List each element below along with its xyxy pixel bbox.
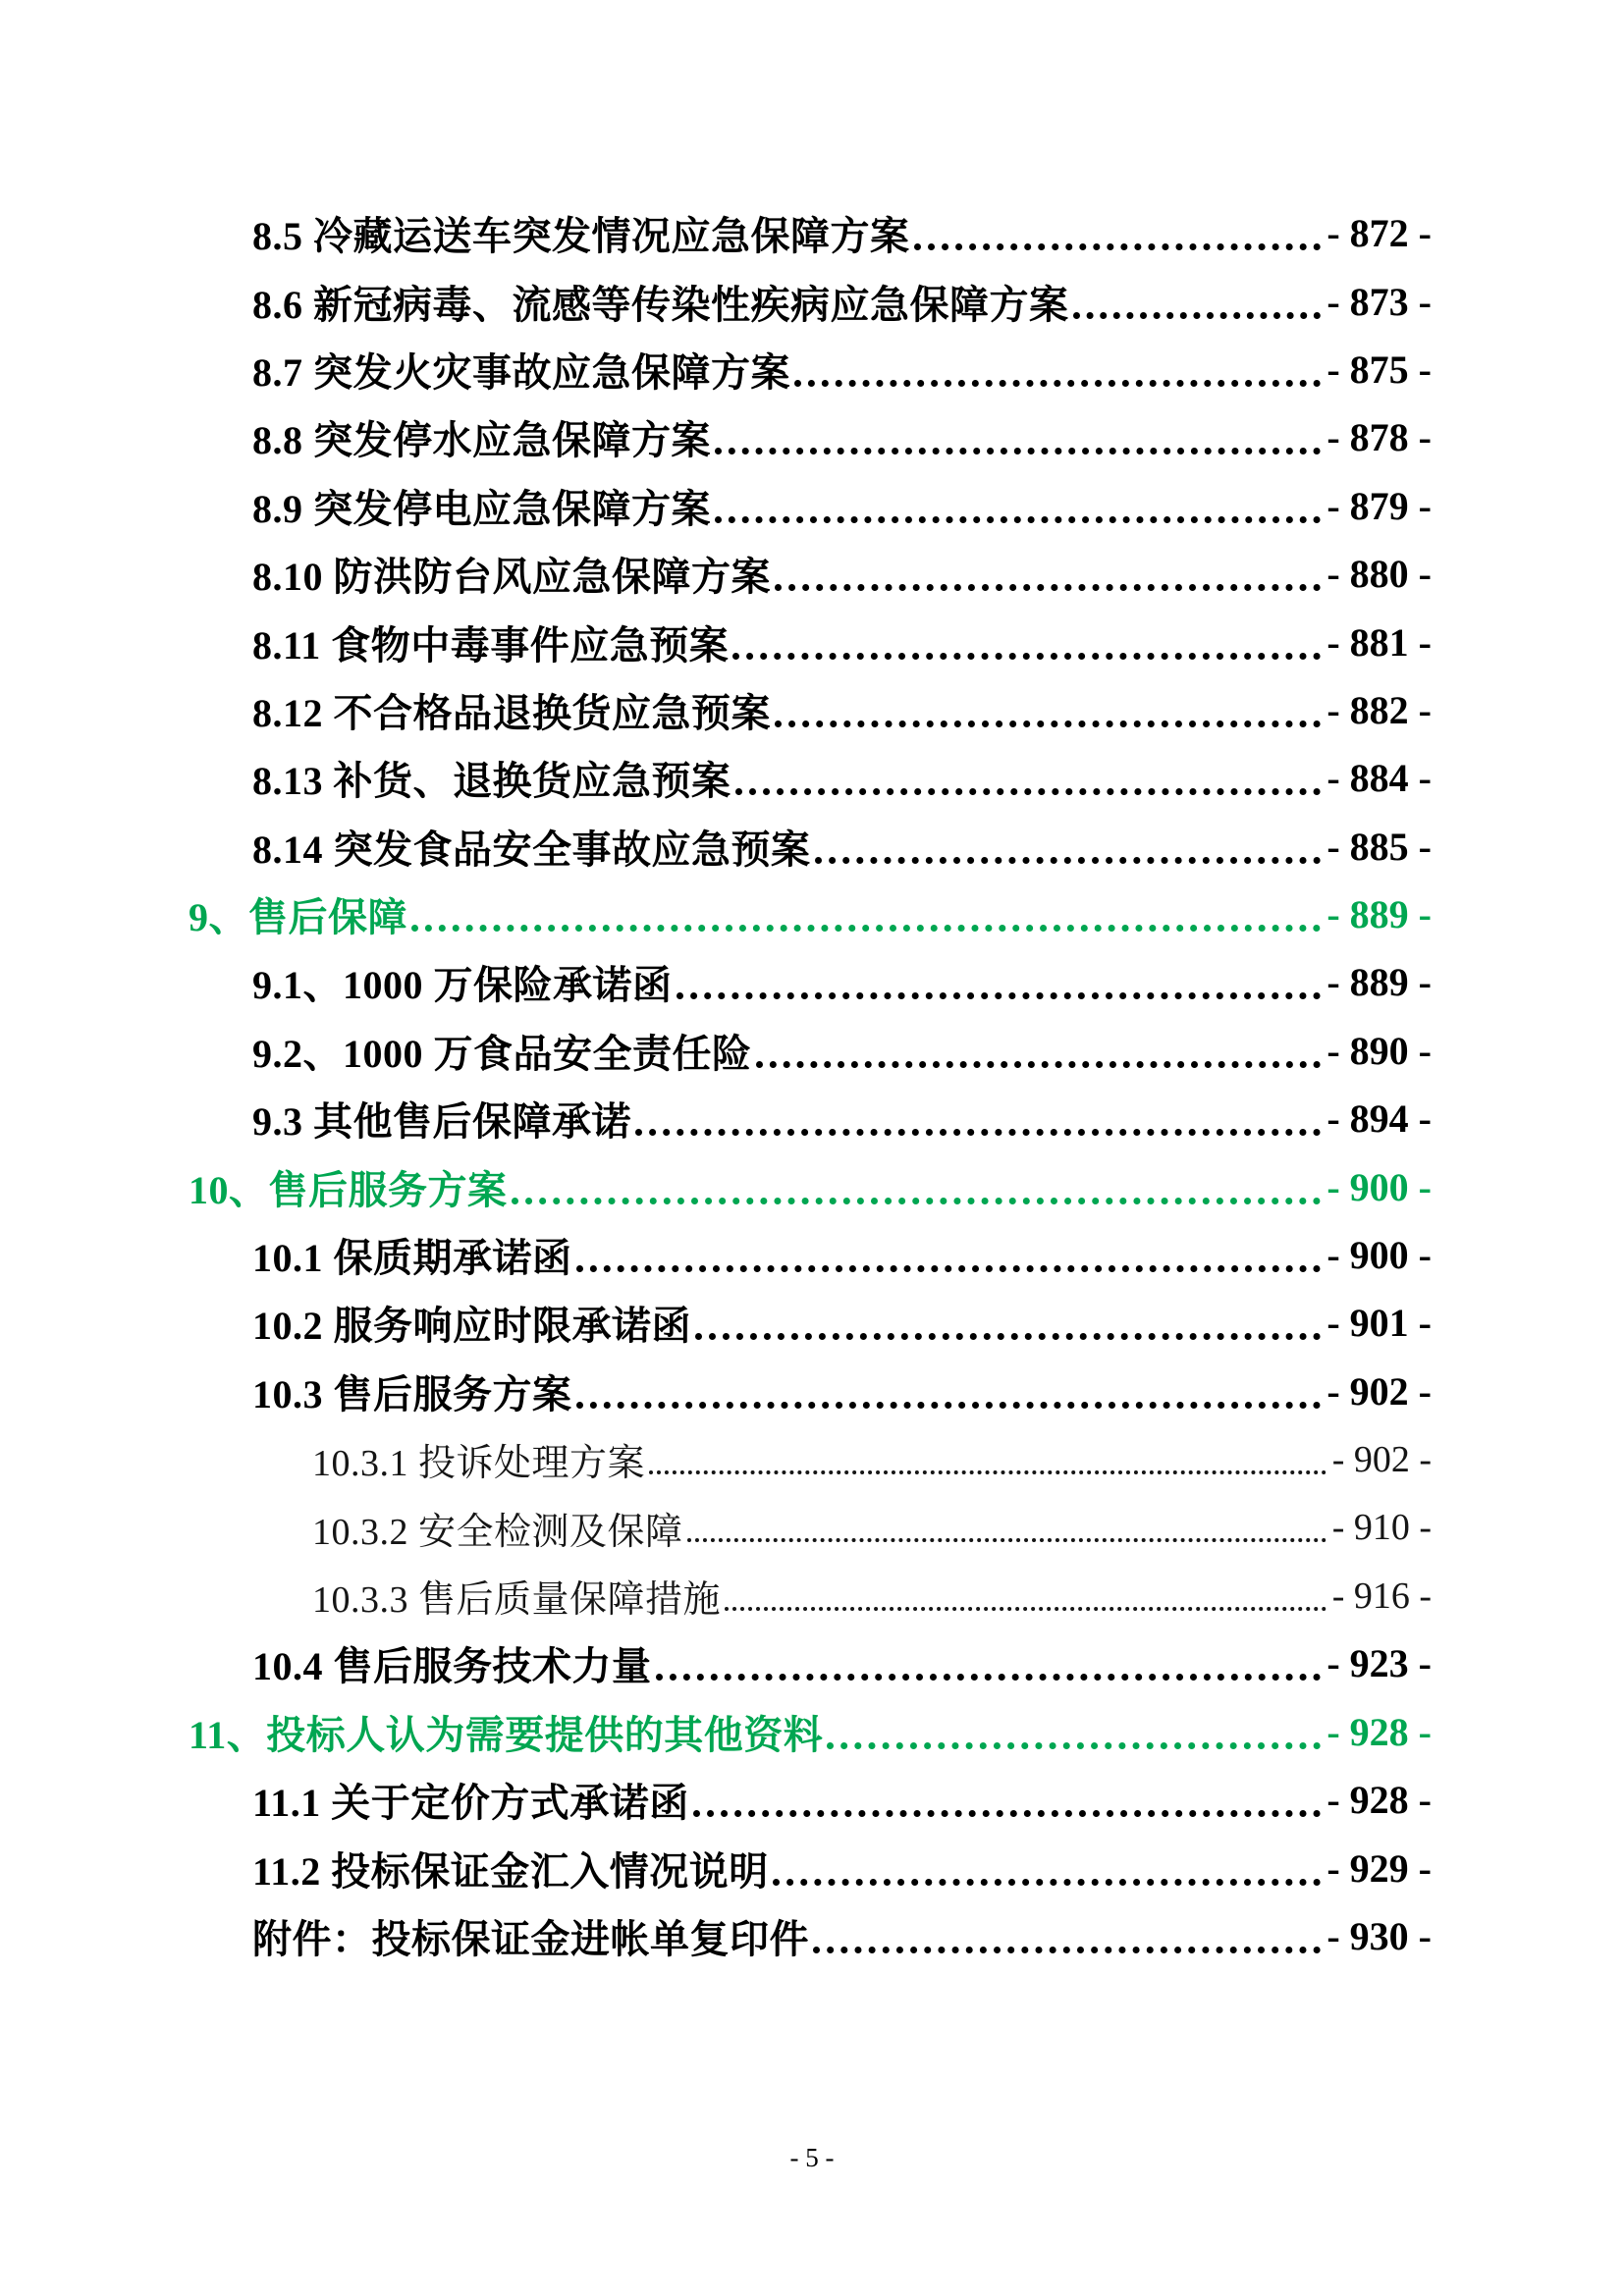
toc-entry[interactable] xyxy=(0,813,1432,881)
dot-leader xyxy=(813,1947,1321,1953)
toc-entry-page: - 885 - xyxy=(1326,824,1432,869)
toc-entry[interactable] xyxy=(0,1289,1432,1357)
toc-entry-page: - 902 - xyxy=(1331,1438,1432,1480)
dot-leader xyxy=(695,1333,1321,1340)
toc-entry-page: - 882 - xyxy=(1326,687,1432,732)
toc-entry-page: - 881 - xyxy=(1326,619,1432,665)
page-number-footer: - 5 - xyxy=(789,2143,835,2172)
toc-entry[interactable] xyxy=(0,1221,1432,1289)
toc-entry-label: 8.14 突发食品安全事故应急预案 xyxy=(252,827,811,872)
toc-entry-label: 10.4 售后服务技术力量 xyxy=(252,1644,652,1689)
dot-leader xyxy=(635,1129,1321,1136)
toc-entry-page: - 930 - xyxy=(1326,1913,1432,1958)
toc-entry-page: - 894 - xyxy=(1326,1096,1432,1142)
toc-entry-page: - 884 - xyxy=(1326,756,1432,801)
toc-entry-label: 8.9 突发停电应急保障方案 xyxy=(252,486,711,531)
dot-leader xyxy=(827,1742,1321,1749)
toc-entry-label: 10、售后服务方案 xyxy=(189,1167,508,1212)
toc-entry[interactable] xyxy=(0,1562,1432,1629)
toc-entry-page: - 910 - xyxy=(1331,1507,1432,1549)
toc-entry-label: 附件：投标保证金进帐单复印件 xyxy=(252,1916,809,1961)
toc-entry[interactable] xyxy=(0,1358,1432,1425)
toc-entry[interactable] xyxy=(0,608,1432,675)
toc-entry-page: - 889 - xyxy=(1326,892,1432,937)
toc-entry-page: - 878 - xyxy=(1326,415,1432,460)
dot-leader xyxy=(756,1061,1322,1068)
dot-leader xyxy=(411,925,1321,932)
toc-entry-page: - 875 - xyxy=(1326,347,1432,392)
toc-entry-page: - 923 - xyxy=(1326,1641,1432,1686)
dot-leader xyxy=(715,516,1321,523)
toc-entry[interactable] xyxy=(0,1085,1432,1152)
toc-entry[interactable] xyxy=(0,199,1432,267)
toc-entry-page: - 902 - xyxy=(1326,1368,1432,1414)
dot-leader xyxy=(576,1265,1322,1272)
toc-entry-page: - 928 - xyxy=(1326,1778,1432,1823)
dot-leader xyxy=(1073,312,1322,319)
toc-entry[interactable] xyxy=(0,948,1432,1016)
dot-leader xyxy=(735,788,1322,795)
dot-leader xyxy=(914,243,1322,250)
toc-entry-label: 11.2 投标保证金汇入情况说明 xyxy=(252,1848,769,1894)
toc-entry-label: 8.7 突发火灾事故应急保障方案 xyxy=(252,349,790,395)
toc-entry-page: - 929 - xyxy=(1326,1845,1432,1891)
dot-leader xyxy=(649,1470,1326,1474)
toc-entry-page: - 880 - xyxy=(1326,552,1432,597)
dot-leader xyxy=(687,1538,1326,1542)
table-of-contents xyxy=(0,199,1432,1970)
toc-entry[interactable] xyxy=(0,1425,1432,1493)
toc-entry[interactable] xyxy=(0,1629,1432,1697)
toc-entry-label: 10.3.2 安全检测及保障 xyxy=(312,1511,683,1553)
toc-entry-label: 9.3 其他售后保障承诺 xyxy=(252,1099,631,1145)
toc-entry-page: - 889 - xyxy=(1326,960,1432,1005)
toc-entry-label: 8.10 防洪防台风应急保障方案 xyxy=(252,555,771,600)
toc-entry[interactable] xyxy=(0,1017,1432,1085)
toc-entry-label: 11、投标人认为需要提供的其他资料 xyxy=(189,1712,824,1757)
toc-entry-label: 8.6 新冠病毒、流感等传染性疾病应急保障方案 xyxy=(252,282,1069,327)
toc-entry[interactable] xyxy=(0,472,1432,540)
toc-entry-label: 8.8 突发停水应急保障方案 xyxy=(252,418,711,463)
dot-leader xyxy=(512,1198,1322,1204)
toc-entry-label: 8.5 冷藏运送车突发情况应急保障方案 xyxy=(252,214,910,259)
dot-leader xyxy=(677,992,1322,999)
toc-entry-page: - 916 - xyxy=(1331,1575,1432,1617)
toc-entry-page: - 928 - xyxy=(1326,1709,1432,1754)
toc-entry-label: 9、售后保障 xyxy=(189,895,407,940)
toc-entry-label: 8.13 补货、退换货应急预案 xyxy=(252,759,731,804)
dot-leader xyxy=(576,1402,1322,1409)
toc-entry-label: 10.1 保质期承诺函 xyxy=(252,1236,572,1281)
toc-entry-label: 10.2 服务响应时限承诺函 xyxy=(252,1304,691,1349)
toc-entry[interactable] xyxy=(0,336,1432,403)
toc-entry-label: 11.1 关于定价方式承诺函 xyxy=(252,1781,689,1826)
toc-entry-label: 8.11 食物中毒事件应急预案 xyxy=(252,622,730,667)
toc-entry[interactable] xyxy=(0,267,1432,335)
toc-entry[interactable] xyxy=(0,1152,1432,1220)
dot-leader xyxy=(773,1879,1322,1886)
dot-leader xyxy=(794,380,1321,387)
dot-leader xyxy=(732,653,1321,660)
toc-entry-label: 10.3.1 投诉处理方案 xyxy=(312,1443,646,1485)
dot-leader xyxy=(815,857,1322,864)
toc-entry[interactable] xyxy=(0,744,1432,812)
toc-entry-label: 10.3.3 售后质量保障措施 xyxy=(312,1579,722,1621)
dot-leader xyxy=(725,1607,1326,1611)
dot-leader xyxy=(715,448,1321,454)
toc-entry-page: - 890 - xyxy=(1326,1028,1432,1073)
toc-entry[interactable] xyxy=(0,403,1432,471)
toc-entry[interactable] xyxy=(0,1902,1432,1970)
toc-entry-page: - 873 - xyxy=(1326,279,1432,324)
toc-entry[interactable] xyxy=(0,1493,1432,1561)
toc-entry[interactable] xyxy=(0,1834,1432,1901)
toc-entry[interactable] xyxy=(0,540,1432,608)
toc-entry-page: - 901 - xyxy=(1326,1301,1432,1346)
toc-entry-page: - 872 - xyxy=(1326,211,1432,256)
toc-entry-page: - 900 - xyxy=(1326,1164,1432,1209)
dot-leader xyxy=(775,721,1321,727)
toc-entry-label: 10.3 售后服务方案 xyxy=(252,1371,572,1416)
dot-leader xyxy=(693,1810,1322,1817)
dot-leader xyxy=(775,584,1321,591)
toc-entry-label: 9.2、1000 万食品安全责任险 xyxy=(252,1031,752,1076)
toc-entry-label: 8.12 不合格品退换货应急预案 xyxy=(252,690,771,735)
toc-entry[interactable] xyxy=(0,1698,1432,1766)
toc-entry[interactable] xyxy=(0,676,1432,744)
toc-entry-page: - 900 - xyxy=(1326,1233,1432,1278)
dot-leader xyxy=(656,1674,1322,1681)
toc-entry-label: 9.1、1000 万保险承诺函 xyxy=(252,963,673,1008)
toc-entry[interactable] xyxy=(0,1766,1432,1834)
toc-entry-page: - 879 - xyxy=(1326,483,1432,528)
toc-entry[interactable] xyxy=(0,881,1432,948)
